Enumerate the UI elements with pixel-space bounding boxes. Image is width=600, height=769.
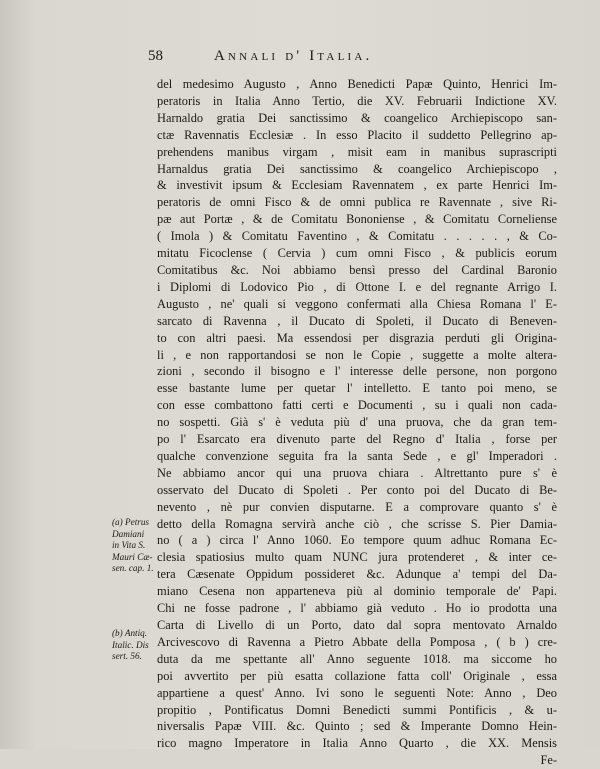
text-line: con esse combattono fatti certi e Documenti , su i quali non cada- — [157, 398, 557, 413]
margin-note-line: Italic. Dis — [112, 639, 149, 650]
margin-note-line: Mauri Cæ- — [112, 551, 153, 562]
text-line: Harnaldo gratia Dei sanctissimo & coangelico Archiepiscopo san- — [157, 110, 557, 125]
text-line: qualche convenzione seguita fra la santa Sede , e gl' Imperadori . — [157, 448, 557, 463]
text-line: niversalis Papæ VIII. &c. Quinto ; sed & Imperante Domno Hein- — [157, 719, 557, 734]
text-line: appartiene a quest' Anno. Ivi sono le seguenti Note: Anno , Deo — [157, 685, 557, 700]
text-line: Ne abbiamo ancor qui una pruova chiara . Altrettanto pure s' è — [157, 465, 557, 480]
text-line: no ( a ) circa l' Anno 1060. Eo tempore quum adhuc Romana Ec- — [157, 533, 557, 548]
text-line: Augusto , ne' quali si veggono confermati alla Chiesa Romana l' E- — [157, 296, 557, 311]
text-line: nevento , nè pur convien disputarne. E a comprovare quanto s' è — [157, 499, 557, 514]
text-line: i Diplomi di Lodovico Pio , di Ottone I. e del regnante Arrigo I. — [157, 279, 557, 294]
text-line: Comitatibus &c. Noi abbiamo bensì presso del Cardinal Baronio — [157, 262, 557, 277]
text-line: pæ aut Portæ , & de Comitatu Bononiense , & Comitatu Corneliense — [157, 212, 557, 227]
text-line: li , e non rapportandosi se non le Copie , suggette a molte altera- — [157, 347, 557, 362]
text-line: peratoris in Italia Anno Tertio, die XV. Februarii Indictione XV. — [157, 93, 557, 108]
text-line: po l' Esarcato era divenuto parte del Regno d' Italia , forse per — [157, 432, 557, 447]
text-line: osservato del Ducato di Spoleti . Per conto poi del Ducato di Be- — [157, 482, 557, 497]
text-line: esse bastante lume per quetar l' intelletto. E tanto poi meno, se — [157, 381, 557, 396]
text-line: duta da me spettante all' Anno seguente 1018. ma siccome ho — [157, 651, 557, 666]
text-line: Fe- — [540, 753, 557, 768]
margin-note-line: sert. 56. — [112, 651, 142, 662]
text-line: detto della Romagna servirà anche ciò , che scrisse S. Pier Damia- — [157, 516, 557, 531]
text-line: sarcato di Ravenna , il Ducato di Spoleti, il Ducato di Beneven- — [157, 313, 557, 328]
margin-note-b — [112, 628, 156, 663]
running-title: Annali d' Italia. — [214, 48, 373, 64]
margin-note-line: (a) Petrus — [112, 517, 149, 527]
text-line: no sospetti. Già s' è veduta più d' una pruova, che da gran tem- — [157, 415, 557, 430]
text-line: tera Cæsenate Oppidum possideret &c. Adunque a' tempi del Da- — [157, 567, 557, 582]
text-line: clesia spatiosius multo quam NUNC jura protenderet , & inter ce- — [157, 550, 557, 565]
text-line: ( Imola ) & Comitatu Faventino , & Comitatu . . . . . , & Co- — [157, 229, 557, 244]
margin-note-line: sen. cap. 1. — [112, 563, 154, 574]
margin-note-a — [112, 517, 156, 575]
text-line: mitatu Ficoclense ( Cervia ) cum omni Fisco , & publicis eorum — [157, 246, 557, 261]
text-line: rico magno Imperatore in Italia Anno Quarto , die XX. Mensis — [157, 736, 557, 751]
text-line: propitio , Pontificatus Domni Benedicti summi Pontificis , & u- — [157, 702, 557, 717]
margin-note-line: Damiani — [112, 528, 145, 539]
text-line: peratoris de omni Fisco & de omni publica re Ravennate , sive Ri- — [157, 195, 557, 210]
text-line: to con altri paesi. Ma essendosi per disgrazia perduti gli Origina- — [157, 330, 557, 345]
text-line: ctæ Ravennatis Ecclesiæ . In esso Placito il suddetto Pellegrino ap- — [157, 127, 557, 142]
page-number: 58 — [148, 48, 163, 64]
text-line: Harnaldus gratia Dei sanctissimo & coangelico Archiepiscopo , — [157, 161, 557, 176]
text-line: Chi ne fosse padrone , l' abbiamo già veduto . Ho io prodotta una — [157, 601, 557, 616]
text-line: zioni , secondo il bisogno e l' interesse delle persone, non porgono — [157, 364, 557, 379]
margin-note-line: in Vita S. — [112, 540, 146, 551]
text-line: Carta di Livello di un Porto, dato dal sopra mentovato Arnaldo — [157, 618, 557, 632]
text-line: poi avvertito per più esatta collazione fatta coll' Originale , essa — [157, 668, 557, 683]
text-line: miano Cesena non apparteneva più al dominio temporale de' Papi. — [157, 584, 557, 599]
margin-note-line: (b) Antiq. — [112, 628, 148, 638]
body-text — [157, 76, 557, 769]
text-line: & investivit ipsum & Ecclesiam Ravennatem , ex parte Henrici Im- — [157, 178, 557, 193]
text-line: del medesimo Augusto , Anno Benedicti Papæ Quinto, Henrici Im- — [157, 77, 557, 91]
text-line: prehendens manibus virgam , misit eam in manibus suprascripti — [157, 144, 557, 159]
text-line: Arcivescovo di Ravenna a Pietro Abbate della Pomposa , ( b ) cre- — [157, 634, 557, 649]
